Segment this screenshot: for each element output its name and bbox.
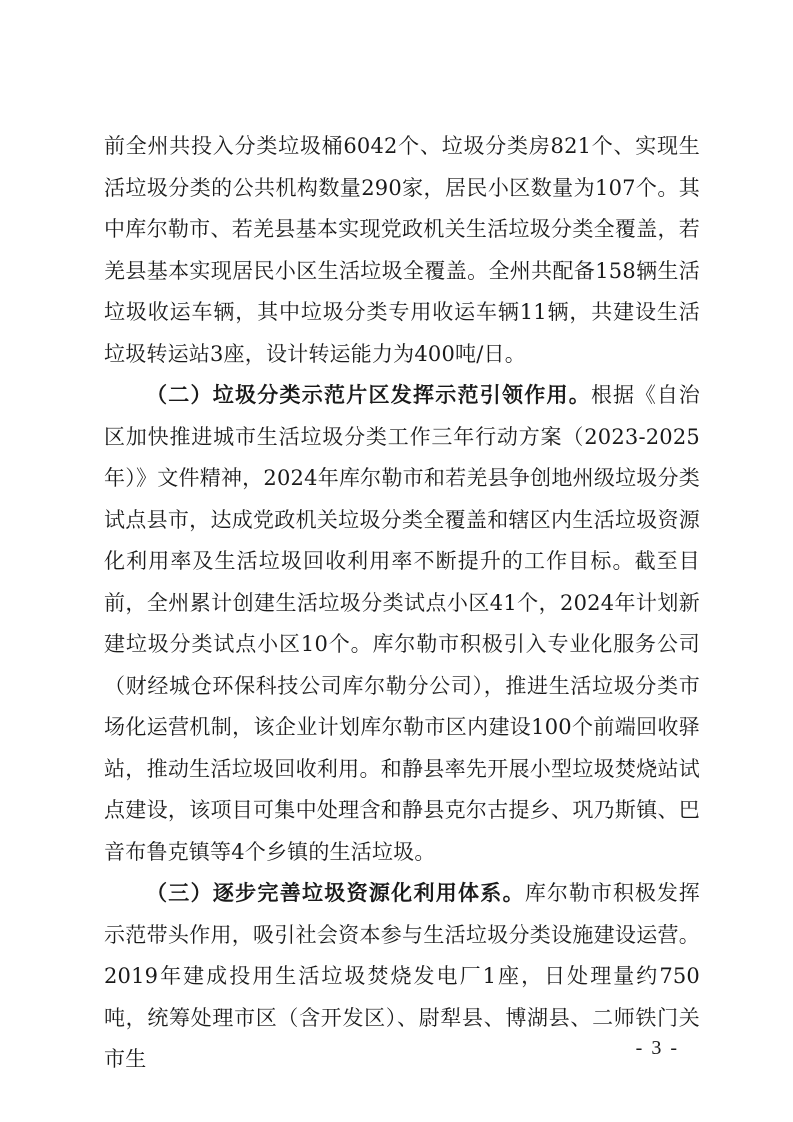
- paragraph-1-text: 前全州共投入分类垃圾桶6042个、垃圾分类房821个、实现生活垃圾分类的公共机构数量290家，居民小区数量为107个。其中库尔勒市、若羌县基本实现党政机关生活垃圾分类全覆盖，若羌县基本实现居民小区生活垃圾全覆盖。全州共配备158辆生活垃圾收运车辆，其中垃圾分类专用收运车辆11辆，共建设生活垃圾转运站3座，设计转运能力为400吨/日。: [104, 134, 700, 366]
- section-heading-3: （三）逐步完善垃圾资源化利用体系。: [146, 881, 525, 905]
- body-text: [104, 126, 700, 1081]
- paragraph-3: [104, 873, 700, 1081]
- paragraph-2-text: 根据《自治区加快推进城市生活垃圾分类工作三年行动方案（2023-2025年）》文件精神，2024年库尔勒市和若羌县争创地州级垃圾分类试点县市，达成党政机关垃圾分类全覆盖和辖区内生活垃圾资源化利用率及生活垃圾回收利用率不断提升的工作目标。截至目前，全州累计创建生活垃圾分类试点小区41个，2024年计划新建垃圾分类试点小区10个。库尔勒市积极引入专业化服务公司（财经城仓环保科技公司库尔勒分公司），推进生活垃圾分类市场化运营机制，该企业计划库尔勒市区内建设100个前端回收驿站，推动生活垃圾回收利用。和静县率先开展小型垃圾焚烧站试点建设，该项目可集中处理含和静县克尔古提乡、巩乃斯镇、巴音布鲁克镇等4个乡镇的生活垃圾。: [104, 383, 700, 864]
- page-number: - 3 -: [635, 1037, 679, 1059]
- section-heading-2: （二）垃圾分类示范片区发挥示范引领作用。: [146, 383, 591, 407]
- paragraph-3-text: 库尔勒市积极发挥示范带头作用，吸引社会资本参与生活垃圾分类设施建设运营。2019年建成投用生活垃圾焚烧发电厂1座，日处理量约750吨，统筹处理市区（含开发区）、尉犁县、博湖县、二师铁门关市生: [104, 881, 700, 1071]
- paragraph-1: [104, 126, 700, 375]
- paragraph-2: [104, 375, 700, 873]
